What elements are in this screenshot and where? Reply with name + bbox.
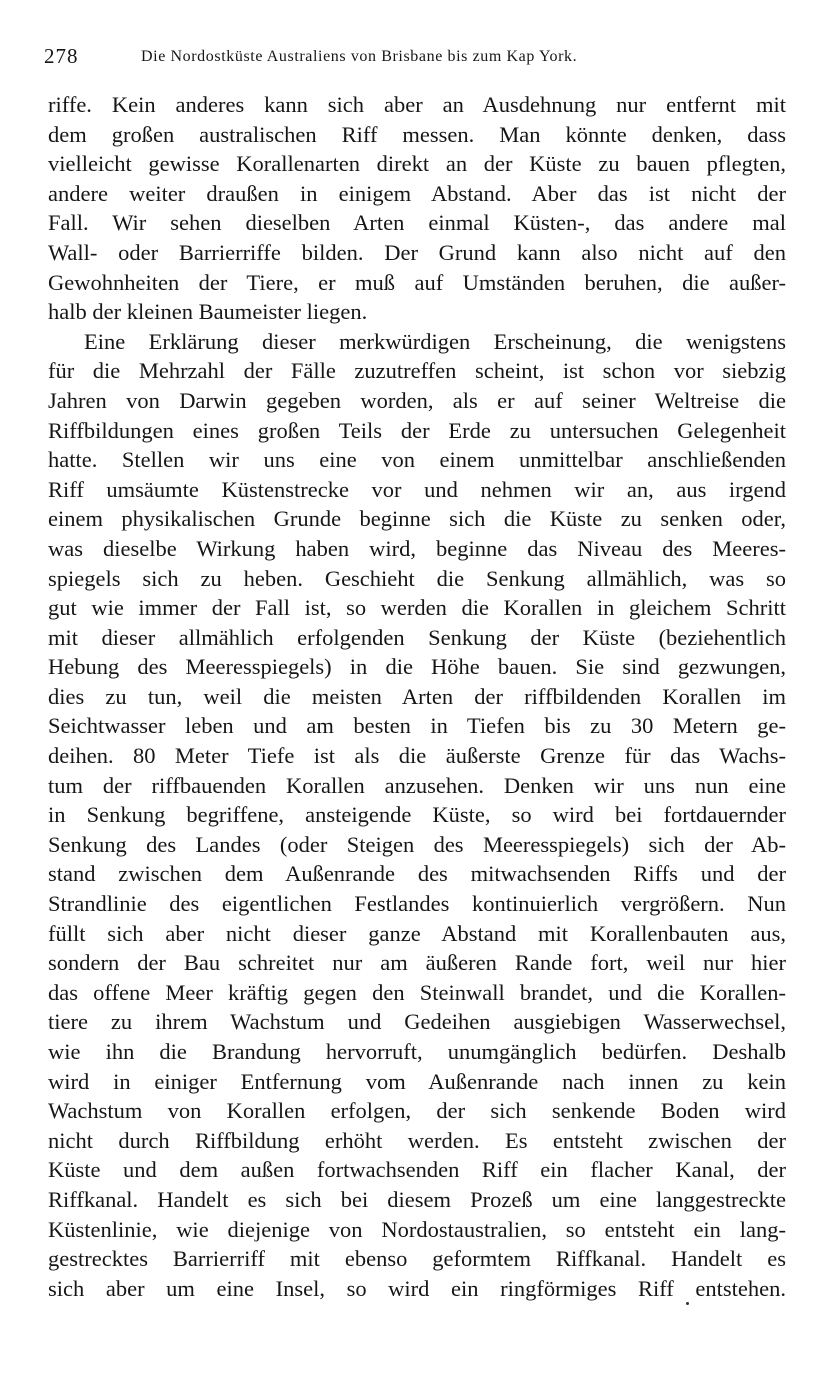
- running-head: Die Nordostküste Australiens von Brisbane bis zum Kap York.: [141, 48, 578, 65]
- text-line: einem physikalischen Grunde beginne sich die Küste zu senken oder,: [48, 506, 786, 532]
- text-line: Küstenlinie, wie diejenige von Nordostaustralien, so entsteht ein lang-: [48, 1216, 786, 1242]
- paragraph: [48, 327, 786, 1304]
- text-line: Seichtwasser leben und am besten in Tiefen bis zu 30 Metern ge-: [48, 713, 786, 739]
- text-line: Riffkanal. Handelt es sich bei diesem Prozeß um eine langgestreckte: [48, 1186, 786, 1212]
- page-number: 278: [44, 44, 79, 68]
- text-line: was dieselbe Wirkung haben wird, beginne das Niveau des Meeres-: [48, 535, 786, 561]
- text-line: füllt sich aber nicht dieser ganze Abstand mit Korallenbauten aus,: [48, 920, 786, 946]
- text-line: Eine Erklärung dieser merkwürdigen Erscheinung, die wenigstens: [84, 328, 786, 354]
- text-line: gut wie immer der Fall ist, so werden die Korallen in gleichem Schritt: [48, 595, 786, 621]
- text-line: Hebung des Meeresspiegels) in die Höhe bauen. Sie sind gezwungen,: [48, 654, 786, 680]
- text-line: dem großen australischen Riff messen. Man könnte denken, dass: [48, 121, 786, 147]
- text-line: deihen. 80 Meter Tiefe ist als die äußerste Grenze für das Wachs-: [48, 743, 786, 769]
- page-header: [44, 44, 786, 74]
- text-line: halb der kleinen Baumeister liegen.: [48, 299, 368, 325]
- text-line: riffe. Kein anderes kann sich aber an Ausdehnung nur entfernt mit: [48, 92, 786, 117]
- text-line: vielleicht gewisse Korallenarten direkt an der Küste zu bauen pflegten,: [48, 151, 786, 177]
- text-line: Riffbildungen eines großen Teils der Erde zu untersuchen Gelegenheit: [48, 417, 786, 443]
- text-line: dies zu tun, weil die meisten Arten der riffbildenden Korallen im: [48, 683, 786, 709]
- text-line: Strandlinie des eigentlichen Festlandes kontinuierlich vergrößern. Nun: [48, 891, 786, 917]
- text-line: hatte. Stellen wir uns eine von einem unmittelbar anschließenden: [48, 447, 786, 473]
- text-line: tiere zu ihrem Wachstum und Gedeihen ausgiebigen Wasserwechsel,: [48, 1009, 786, 1035]
- text-line: Wachstum von Korallen erfolgen, der sich senkende Boden wird: [48, 1098, 786, 1124]
- text-line: Riff umsäumte Küstenstrecke vor und nehmen wir an, aus irgend: [48, 476, 786, 502]
- paragraph: [48, 90, 786, 327]
- text-line: mit dieser allmählich erfolgenden Senkung der Küste (beziehentlich: [48, 624, 786, 650]
- text-line: stand zwischen dem Außenrande des mitwachsenden Riffs und der: [48, 861, 786, 887]
- text-line: andere weiter draußen in einigem Abstand. Aber das ist nicht der: [48, 180, 786, 206]
- text-line: sich aber um eine Insel, so wird ein ringförmiges Riff entstehen.: [48, 1275, 786, 1301]
- text-line: in Senkung begriffene, ansteigende Küste, so wird bei fortdauernder: [48, 802, 786, 828]
- text-line: Jahren von Darwin gegeben worden, als er auf seiner Weltreise die: [48, 387, 786, 413]
- body-text: [48, 90, 786, 1303]
- text-line: tum der riffbauenden Korallen anzusehen. Denken wir uns nun eine: [48, 772, 786, 798]
- text-line: nicht durch Riffbildung erhöht werden. Es entsteht zwischen der: [48, 1127, 786, 1153]
- text-line: sondern der Bau schreitet nur am äußeren Rande fort, weil nur hier: [48, 950, 786, 976]
- text-line: gestrecktes Barrierriff mit ebenso geformtem Riffkanal. Handelt es: [48, 1246, 786, 1272]
- text-line: wird in einiger Entfernung vom Außenrande nach innen zu kein: [48, 1068, 786, 1094]
- text-line: wie ihn die Brandung hervorruft, unumgänglich bedürfen. Deshalb: [48, 1039, 786, 1064]
- print-speck: [686, 1302, 689, 1305]
- text-line: Wall- oder Barrierriffe bilden. Der Grund kann also nicht auf den: [48, 239, 786, 265]
- text-line: Fall. Wir sehen dieselben Arten einmal Küsten-, das andere mal: [48, 210, 786, 236]
- text-line: für die Mehrzahl der Fälle zuzutreffen scheint, ist schon vor siebzig: [48, 358, 786, 384]
- text-line: spiegels sich zu heben. Geschieht die Senkung allmählich, was so: [48, 565, 786, 591]
- text-line: Senkung des Landes (oder Steigen des Meeresspiegels) sich der Ab-: [48, 831, 786, 857]
- text-line: das offene Meer kräftig gegen den Steinwall brandet, und die Korallen-: [48, 979, 786, 1005]
- text-line: Küste und dem außen fortwachsenden Riff ein flacher Kanal, der: [48, 1157, 786, 1183]
- text-line: Gewohnheiten der Tiere, er muß auf Umständen beruhen, die außer-: [48, 269, 786, 295]
